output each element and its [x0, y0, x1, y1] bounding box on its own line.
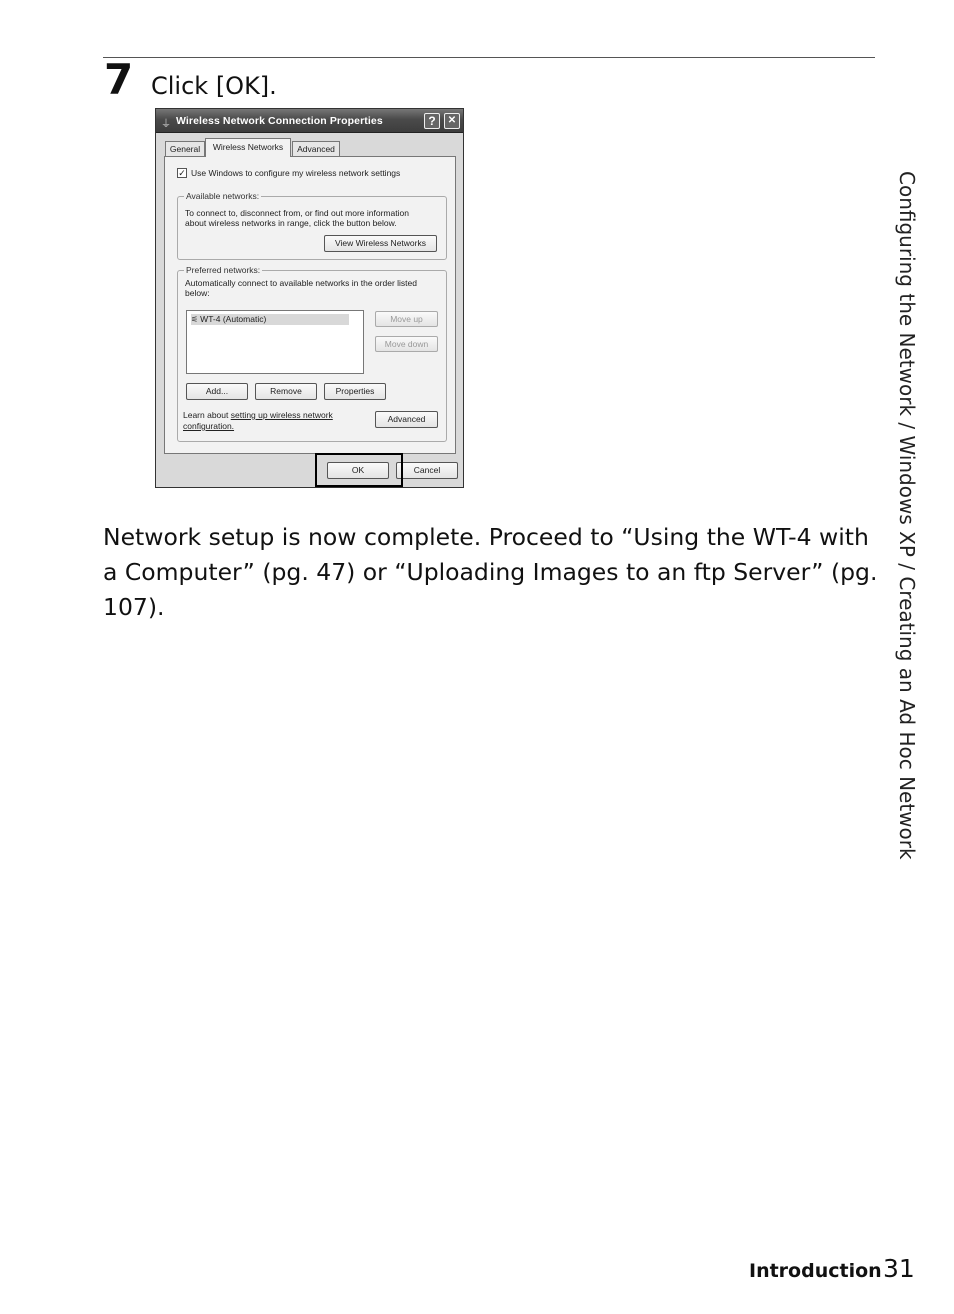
- list-item[interactable]: [191, 314, 349, 325]
- preferred-networks-list[interactable]: [186, 310, 364, 374]
- preferred-networks-text-1: Automatically connect to available networks in the order listed: [185, 278, 417, 288]
- tab-wireless-networks[interactable]: Wireless Networks: [205, 138, 291, 157]
- advanced-button[interactable]: Advanced: [375, 411, 438, 428]
- preferred-networks-text-2: below:: [185, 288, 210, 298]
- step-number: 7: [104, 55, 134, 104]
- help-button[interactable]: ?: [424, 113, 440, 129]
- step-instruction: Click [OK].: [151, 72, 277, 100]
- dialog-title: Wireless Network Connection Properties: [176, 115, 383, 127]
- ok-button[interactable]: OK: [327, 462, 389, 479]
- footer-section-name: Introduction: [749, 1260, 882, 1282]
- tab-general[interactable]: General: [165, 141, 205, 156]
- body-paragraph: Network setup is now complete. Proceed to “Using the WT-4 with a Computer” (pg. 47) or “Uploading Images to an ftp Server” (pg. 107).: [103, 523, 878, 621]
- top-rule: [103, 57, 875, 58]
- network-icon: ⏚: [161, 119, 171, 130]
- learn-about-link-2[interactable]: configuration.: [183, 421, 235, 431]
- dialog-titlebar: [156, 109, 463, 133]
- preferred-networks-group: [177, 265, 447, 442]
- wireless-network-icon: ⚟: [191, 315, 199, 324]
- remove-button[interactable]: Remove: [255, 383, 317, 400]
- properties-button[interactable]: Properties: [324, 383, 386, 400]
- ok-highlight-frame: [315, 453, 403, 487]
- available-networks-text-2: about wireless networks in range, click the button below.: [185, 218, 397, 228]
- learn-about-text: [183, 410, 358, 432]
- add-button[interactable]: Add...: [186, 383, 248, 400]
- available-networks-group: [177, 191, 447, 260]
- move-down-button[interactable]: Move down: [375, 336, 438, 352]
- available-networks-legend: Available networks:: [186, 191, 260, 201]
- preferred-networks-legend: Preferred networks:: [186, 265, 261, 275]
- available-networks-text-1: To connect to, disconnect from, or find out more information: [185, 208, 409, 218]
- use-windows-label: Use Windows to configure my wireless network settings: [191, 168, 401, 178]
- use-windows-checkbox[interactable]: ✓: [178, 168, 186, 178]
- wireless-networks-panel: [164, 156, 456, 454]
- learn-about-link[interactable]: setting up wireless network: [230, 410, 333, 420]
- close-button[interactable]: ✕: [444, 113, 460, 129]
- learn-about-prefix: Learn about: [183, 410, 231, 420]
- side-section-title: Configuring the Network / Windows XP / Creating an Ad Hoc Network: [895, 171, 919, 860]
- tab-advanced[interactable]: Advanced: [292, 141, 340, 156]
- cancel-button[interactable]: Cancel: [396, 462, 458, 479]
- move-up-button[interactable]: Move up: [375, 311, 438, 327]
- view-wireless-networks-button[interactable]: View Wireless Networks: [324, 235, 437, 252]
- page-number: 31: [883, 1254, 915, 1283]
- wireless-properties-dialog: [155, 108, 464, 488]
- network-name: WT-4 (Automatic): [200, 314, 267, 324]
